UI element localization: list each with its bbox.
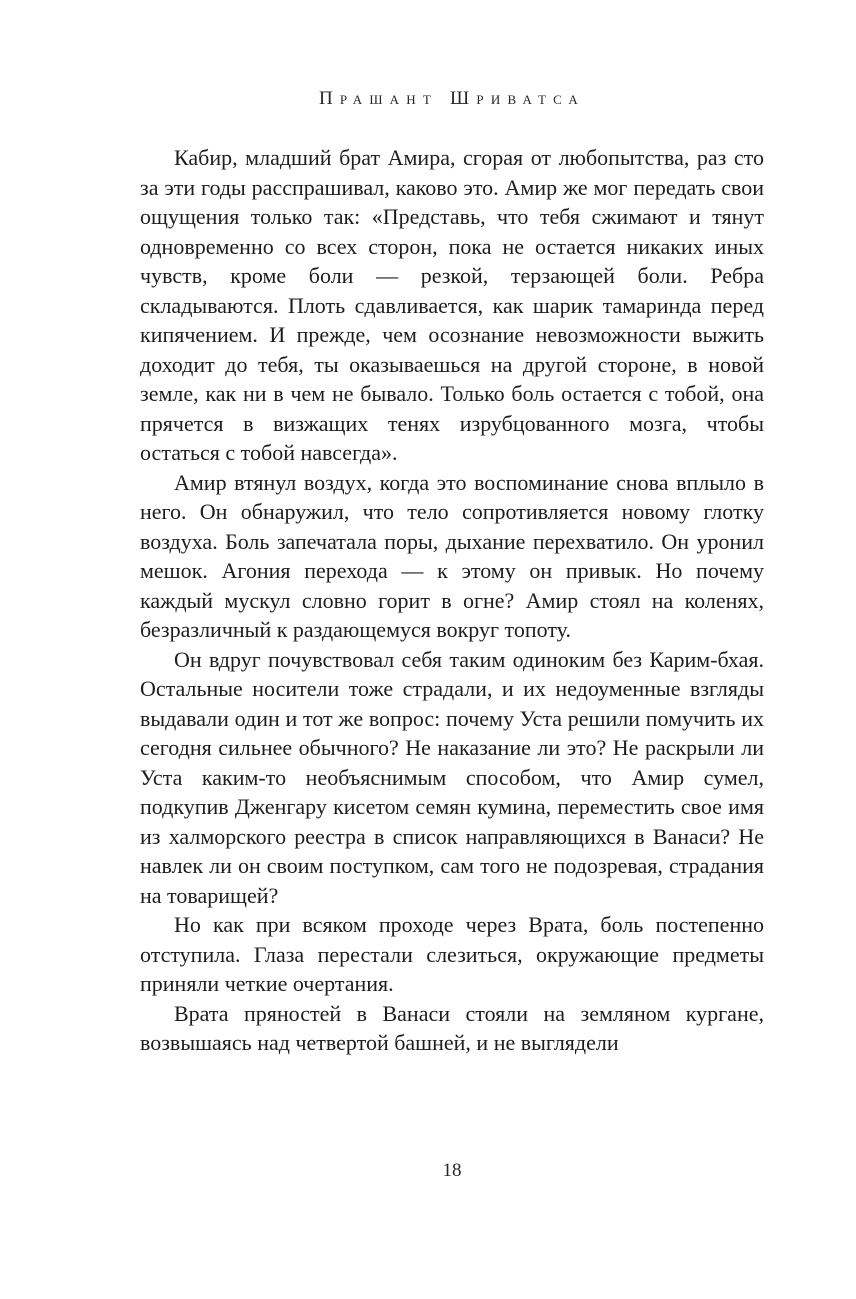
paragraph-3: Он вдруг почувствовал себя таким одиноким без Карим-бхая. Остальные носители тоже страдали, и их недоуменные взгляды выдавали один и тот же вопрос: почему Уста решили помучить их сегодня сильнее обычного? Не наказание ли это? Не раскрыли ли Уста каким-то необъяснимым способом, что Амир сумел, подкупив Дженгару кисетом семян кумина, переместить свое имя из халморского реестра в список направляющихся в Ванаси? Не навлек ли он своим поступком, сам того не подозревая, страдания на товарищей? (140, 646, 764, 908)
body-text (140, 143, 764, 1058)
running-header: Прашант Шриватса (318, 88, 585, 109)
paragraph-2: Амир втянул воздух, когда это воспоминание снова вплыло в него. Он обнаружил, что тело сопротивляется новому глотку воздуха. Боль запечатала поры, дыхание перехватило. Он уронил мешок. Агония перехода — к этому он привык. Но почему каждый мускул словно горит в огне? Амир стоял на коленях, безразличный к раздающемуся вокруг топоту. (140, 469, 764, 642)
paragraph-5: Врата пряностей в Ванаси стояли на земляном кургане, возвышаясь над четвертой башней, и не выглядели (140, 1000, 764, 1055)
paragraph-1: Кабир, младший брат Амира, сгорая от любопытства, раз сто за эти годы расспрашивал, каково это. Амир же мог передать свои ощущения только так: «Представь, что тебя сжимают и тянут одновременно со всех сторон, пока не остается никаких иных чувств, кроме боли — резкой, терзающей боли. Ребра складываются. Плоть сдавливается, как шарик тамаринда перед кипячением. И прежде, чем осознание невозможности выжить доходит до тебя, ты оказываешься на другой стороне, в новой земле, как ни в чем не бывало. Только боль остается с тобой, она прячется в визжащих тенях изрубцованного мозга, чтобы остаться с тобой навсегда». (140, 145, 764, 465)
paragraph-4: Но как при всяком проходе через Врата, боль постепенно отступила. Глаза перестали слезиться, окружающие предметы приняли четкие очертания. (140, 912, 764, 996)
page-number: 18 (442, 1160, 462, 1181)
